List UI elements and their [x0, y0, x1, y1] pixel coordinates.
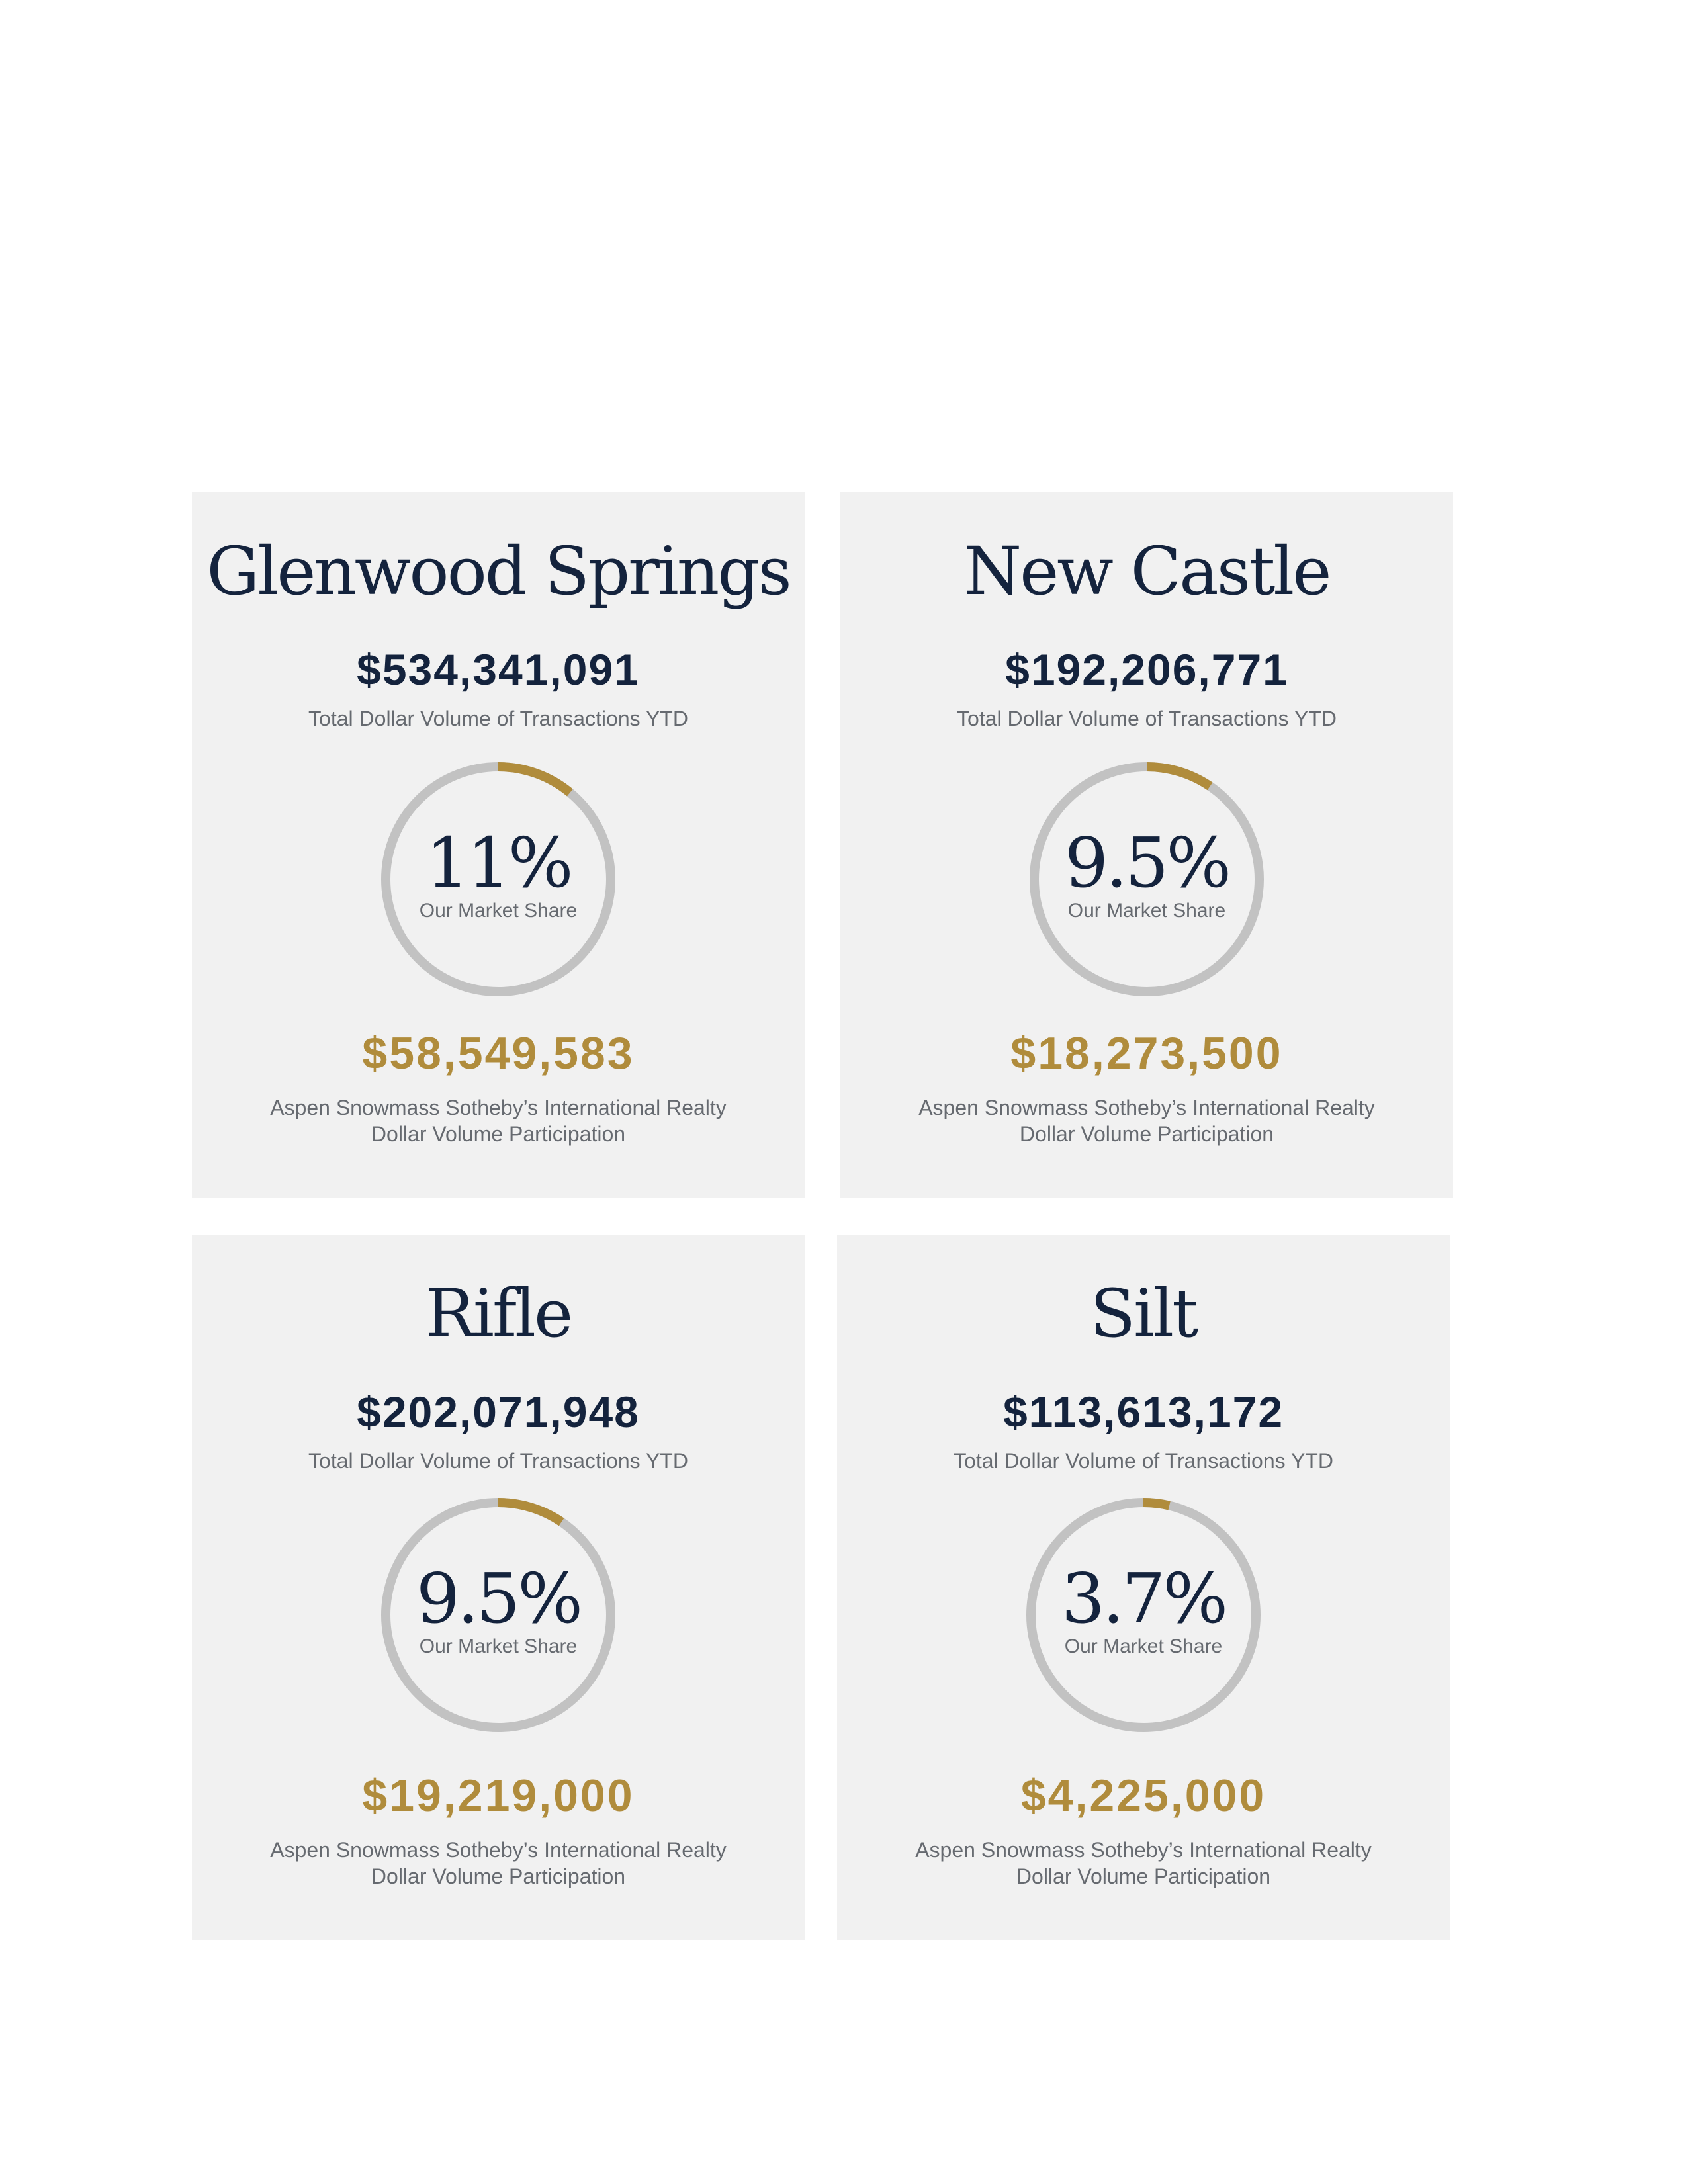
market-share-label: Our Market Share [1067, 900, 1226, 922]
participation-label-line1: Aspen Snowmass Sotheby’s International Realty [270, 1838, 727, 1862]
card-rifle [192, 1235, 805, 1940]
market-share-percent: 11% [425, 822, 571, 903]
total-dollar-volume-label: Total Dollar Volume of Transactions YTD [308, 1449, 688, 1473]
market-share-label: Our Market Share [419, 1636, 578, 1657]
market-share-percent: 9.5% [416, 1558, 581, 1639]
participation-label-line2: Dollar Volume Participation [1019, 1122, 1274, 1146]
participation-volume: $58,549,583 [362, 1028, 635, 1078]
participation-label [837, 1837, 1450, 1890]
card-glenwood-springs [192, 492, 805, 1198]
total-dollar-volume-label: Total Dollar Volume of Transactions YTD [954, 1449, 1333, 1473]
participation-label-line2: Dollar Volume Participation [371, 1122, 626, 1146]
market-share-ring [379, 1496, 617, 1734]
participation-label [840, 1094, 1453, 1147]
market-share-ring [1024, 1496, 1263, 1734]
participation-label [192, 1094, 805, 1147]
total-dollar-volume-label: Total Dollar Volume of Transactions YTD [957, 707, 1337, 730]
market-share-ring [379, 760, 617, 998]
city-name: Silt [1090, 1275, 1197, 1352]
participation-label-line2: Dollar Volume Participation [1016, 1864, 1271, 1888]
total-dollar-volume: $534,341,091 [357, 645, 640, 694]
total-dollar-volume-label: Total Dollar Volume of Transactions YTD [308, 707, 688, 730]
participation-volume: $18,273,500 [1010, 1028, 1283, 1078]
participation-label-line2: Dollar Volume Participation [371, 1864, 626, 1888]
market-share-percent: 9.5% [1064, 822, 1229, 903]
city-name: New Castle [963, 533, 1330, 610]
participation-label-line1: Aspen Snowmass Sotheby’s International Realty [918, 1096, 1375, 1119]
market-share-percent: 3.7% [1061, 1558, 1226, 1639]
total-dollar-volume: $192,206,771 [1005, 645, 1288, 694]
market-share-label: Our Market Share [1064, 1636, 1223, 1657]
participation-label [192, 1837, 805, 1890]
market-share-label: Our Market Share [419, 900, 578, 922]
participation-label-line1: Aspen Snowmass Sotheby’s International Realty [915, 1838, 1372, 1862]
total-dollar-volume: $202,071,948 [357, 1387, 640, 1436]
market-share-ring [1028, 760, 1266, 998]
participation-volume: $4,225,000 [1020, 1770, 1266, 1821]
participation-label-line1: Aspen Snowmass Sotheby’s International Realty [270, 1096, 727, 1119]
total-dollar-volume: $113,613,172 [1002, 1387, 1284, 1436]
city-name: Glenwood Springs [206, 533, 790, 610]
participation-volume: $19,219,000 [362, 1770, 635, 1821]
card-new-castle [840, 492, 1453, 1198]
card-silt [837, 1235, 1450, 1940]
city-name: Rifle [425, 1275, 572, 1352]
